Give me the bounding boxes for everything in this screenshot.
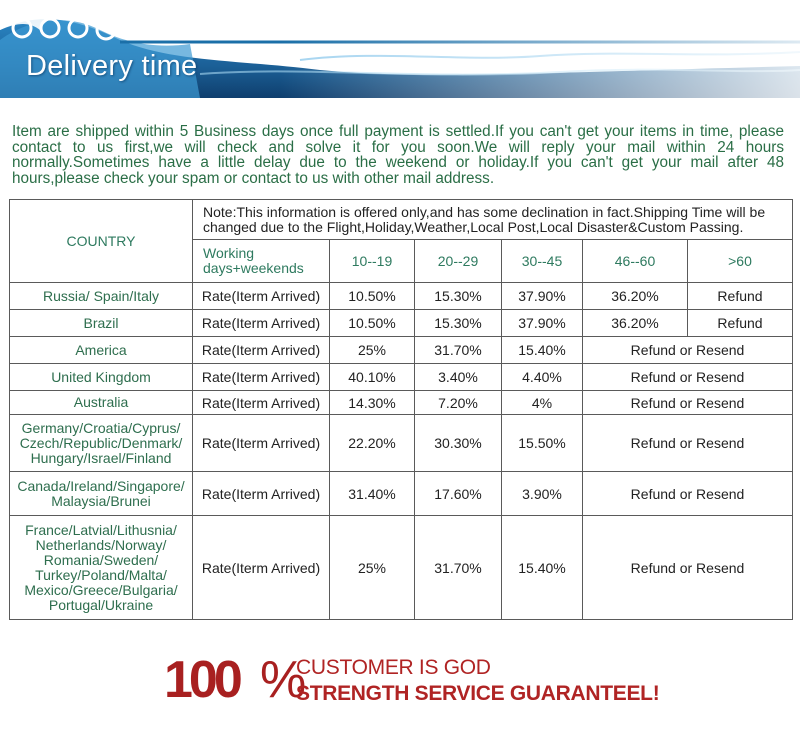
refund-or-resend-cell: Refund or Resend [583,415,793,472]
table-row [10,415,793,472]
refund-or-resend-cell: Refund or Resend [583,391,793,415]
country-cell: Germany/Croatia/Cyprus/ Czech/Republic/Denmark/ Hungary/Israel/Finland [10,415,193,472]
rate-value: 36.20% [583,283,688,310]
rate-value: 4.40% [502,364,583,391]
rate-value: 3.40% [415,364,502,391]
guarantee-slogan [164,650,684,710]
refund-or-resend-cell: Refund or Resend [583,364,793,391]
table-row [10,310,793,337]
day-range-header: 30--45 [502,240,583,283]
rate-value: 4% [502,391,583,415]
rate-value: 7.20% [415,391,502,415]
country-cell: France/Latvial/Lithusnia/ Netherlands/Norway/ Romania/Sweden/ Turkey/Poland/Malta/ Mexico/Greece/Bulgaria/ Portugal/Ukraine [10,516,193,620]
refund-or-resend-cell: Refund or Resend [583,516,793,620]
country-cell: Brazil [10,310,193,337]
rate-value: 10.50% [330,310,415,337]
working-days-header: Working days+weekends [193,240,330,283]
country-cell: Russia/ Spain/Italy [10,283,193,310]
rate-value: 15.30% [415,310,502,337]
country-cell: United Kingdom [10,364,193,391]
refund-or-resend-cell: Refund or Resend [583,472,793,516]
rate-value: 15.40% [502,516,583,620]
table-header-row [10,200,793,240]
rate-label: Rate(Iterm Arrived) [193,337,330,364]
table-row [10,391,793,415]
rate-value: 15.40% [502,337,583,364]
rate-value: 40.10% [330,364,415,391]
table-row [10,283,793,310]
rate-value: 17.60% [415,472,502,516]
rate-label: Rate(Iterm Arrived) [193,415,330,472]
rate-value: 3.90% [502,472,583,516]
day-range-header: 20--29 [415,240,502,283]
country-cell: Australia [10,391,193,415]
rate-value: 36.20% [583,310,688,337]
day-range-header: 10--19 [330,240,415,283]
rate-label: Rate(Iterm Arrived) [193,364,330,391]
rate-value: 37.90% [502,310,583,337]
day-range-header: 46--60 [583,240,688,283]
header-banner [0,0,800,98]
rate-label: Rate(Iterm Arrived) [193,516,330,620]
rate-value: 22.20% [330,415,415,472]
rate-value: 14.30% [330,391,415,415]
table-row [10,472,793,516]
table-row [10,364,793,391]
country-cell: Canada/Ireland/Singapore/ Malaysia/Brunei [10,472,193,516]
rate-value: 31.70% [415,337,502,364]
rate-label: Rate(Iterm Arrived) [193,472,330,516]
table-row [10,516,793,620]
rate-value: 25% [330,337,415,364]
refund-cell: Refund [688,310,793,337]
rate-value: 15.30% [415,283,502,310]
rate-value: 10.50% [330,283,415,310]
country-header: COUNTRY [10,200,193,283]
rate-value: 25% [330,516,415,620]
wave-illustration [0,0,800,98]
rate-value: 31.40% [330,472,415,516]
hundred-number: 100 [164,651,239,709]
shipping-intro-text: Item are shipped within 5 Business days once full payment is settled.If you can't get your items in time, please contact to us first,we will check and solve it for you soon.We will reply your mail within 24 hours normally.Sometimes have a little delay due to the weekend or holiday.If you can't get your mail after 48 hours,please check your spam or contact to us with other mail address. [12,123,784,187]
rate-value: 37.90% [502,283,583,310]
refund-cell: Refund [688,283,793,310]
country-cell: America [10,337,193,364]
day-range-header: >60 [688,240,793,283]
refund-or-resend-cell: Refund or Resend [583,337,793,364]
disclaimer-note: Note:This information is offered only,and has some declination in fact.Shipping Time will be changed due to the Flight,Holiday,Weather,Local Post,Local Disaster&Custom Passing. [193,200,793,240]
rate-label: Rate(Iterm Arrived) [193,391,330,415]
rate-label: Rate(Iterm Arrived) [193,283,330,310]
rate-value: 30.30% [415,415,502,472]
rate-value: 31.70% [415,516,502,620]
page-title: Delivery time [26,50,198,82]
slogan-line-2: STRENGTH SERVICE GUARANTEEL! [296,682,660,705]
percent-sign: % [260,651,307,709]
table-row [10,337,793,364]
slogan-line-1: CUSTOMER IS GOD [296,656,491,679]
delivery-time-table [9,199,793,620]
rate-label: Rate(Iterm Arrived) [193,310,330,337]
rate-value: 15.50% [502,415,583,472]
